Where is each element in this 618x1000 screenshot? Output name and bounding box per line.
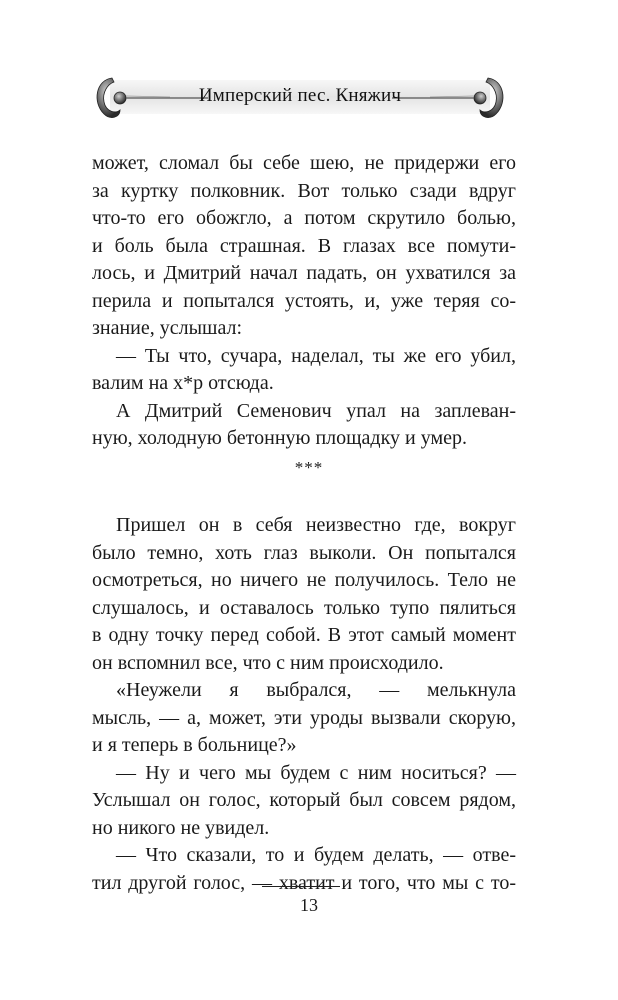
text-line: валим на х*р отсюда. xyxy=(92,372,274,394)
text-line: Услышал он голос, который был совсем рядом, xyxy=(92,789,516,811)
text-line: может, сломал бы себе шею, не придержи его xyxy=(92,152,516,174)
text-line: он вспомнил все, что с ним происходило. xyxy=(92,651,444,674)
text-line: мысль, — а, может, эти уроды вызвали скорую, xyxy=(92,706,516,729)
running-header xyxy=(90,72,510,124)
text-line: перила и попытался устоять, и, уже теряя со- xyxy=(92,289,516,312)
text-line: ную, холодную бетонную площадку и умер. xyxy=(92,427,467,449)
text-line: знание, услышал: xyxy=(92,317,243,339)
paragraph-block-2 xyxy=(92,512,516,897)
text-line: что-то его обожгло, а потом скрутило болью, xyxy=(92,207,516,229)
text-line: и я теперь в больнице?» xyxy=(92,734,297,756)
text-line: «Неужели я выбрался, — мелькнула xyxy=(116,679,516,701)
text-line: тил другой голос, — хватит и того, что мы с то- xyxy=(92,871,516,894)
text-line: — Что сказали, то и будем делать, — отве- xyxy=(116,844,516,866)
page-number: 13 xyxy=(300,895,318,915)
header-title: Имперский пес. Княжич xyxy=(198,85,402,106)
text-line: Пришел он в себя неизвестно где, вокруг xyxy=(116,514,516,536)
text-line: — Ну и чего мы будем с ним носиться? — xyxy=(116,761,516,784)
text-line: осмотреться, но ничего не получилось. Тело не xyxy=(92,569,516,591)
text-line: и боль была страшная. В глазах все помути- xyxy=(92,234,516,257)
footer-rule xyxy=(262,886,340,887)
text-line: было темно, хоть глаз выколи. Он попытался xyxy=(92,541,516,564)
section-separator: *** xyxy=(294,458,324,477)
text-line: но никого не увидел. xyxy=(92,816,270,839)
text-line: лось, и Дмитрий начал падать, он ухватился за xyxy=(92,262,516,284)
text-line: слушалось, и оставалось только тупо пялиться xyxy=(92,596,516,619)
text-line: А Дмитрий Семенович упал на заплеван- xyxy=(116,399,516,422)
text-line: в одну точку перед собой. В этот самый момент xyxy=(92,624,516,646)
text-line: — Ты что, сучара, наделал, ты же его убил, xyxy=(116,344,516,367)
text-line: за куртку полковник. Вот только сзади вдруг xyxy=(92,179,516,202)
paragraph-block-1 xyxy=(92,150,516,453)
